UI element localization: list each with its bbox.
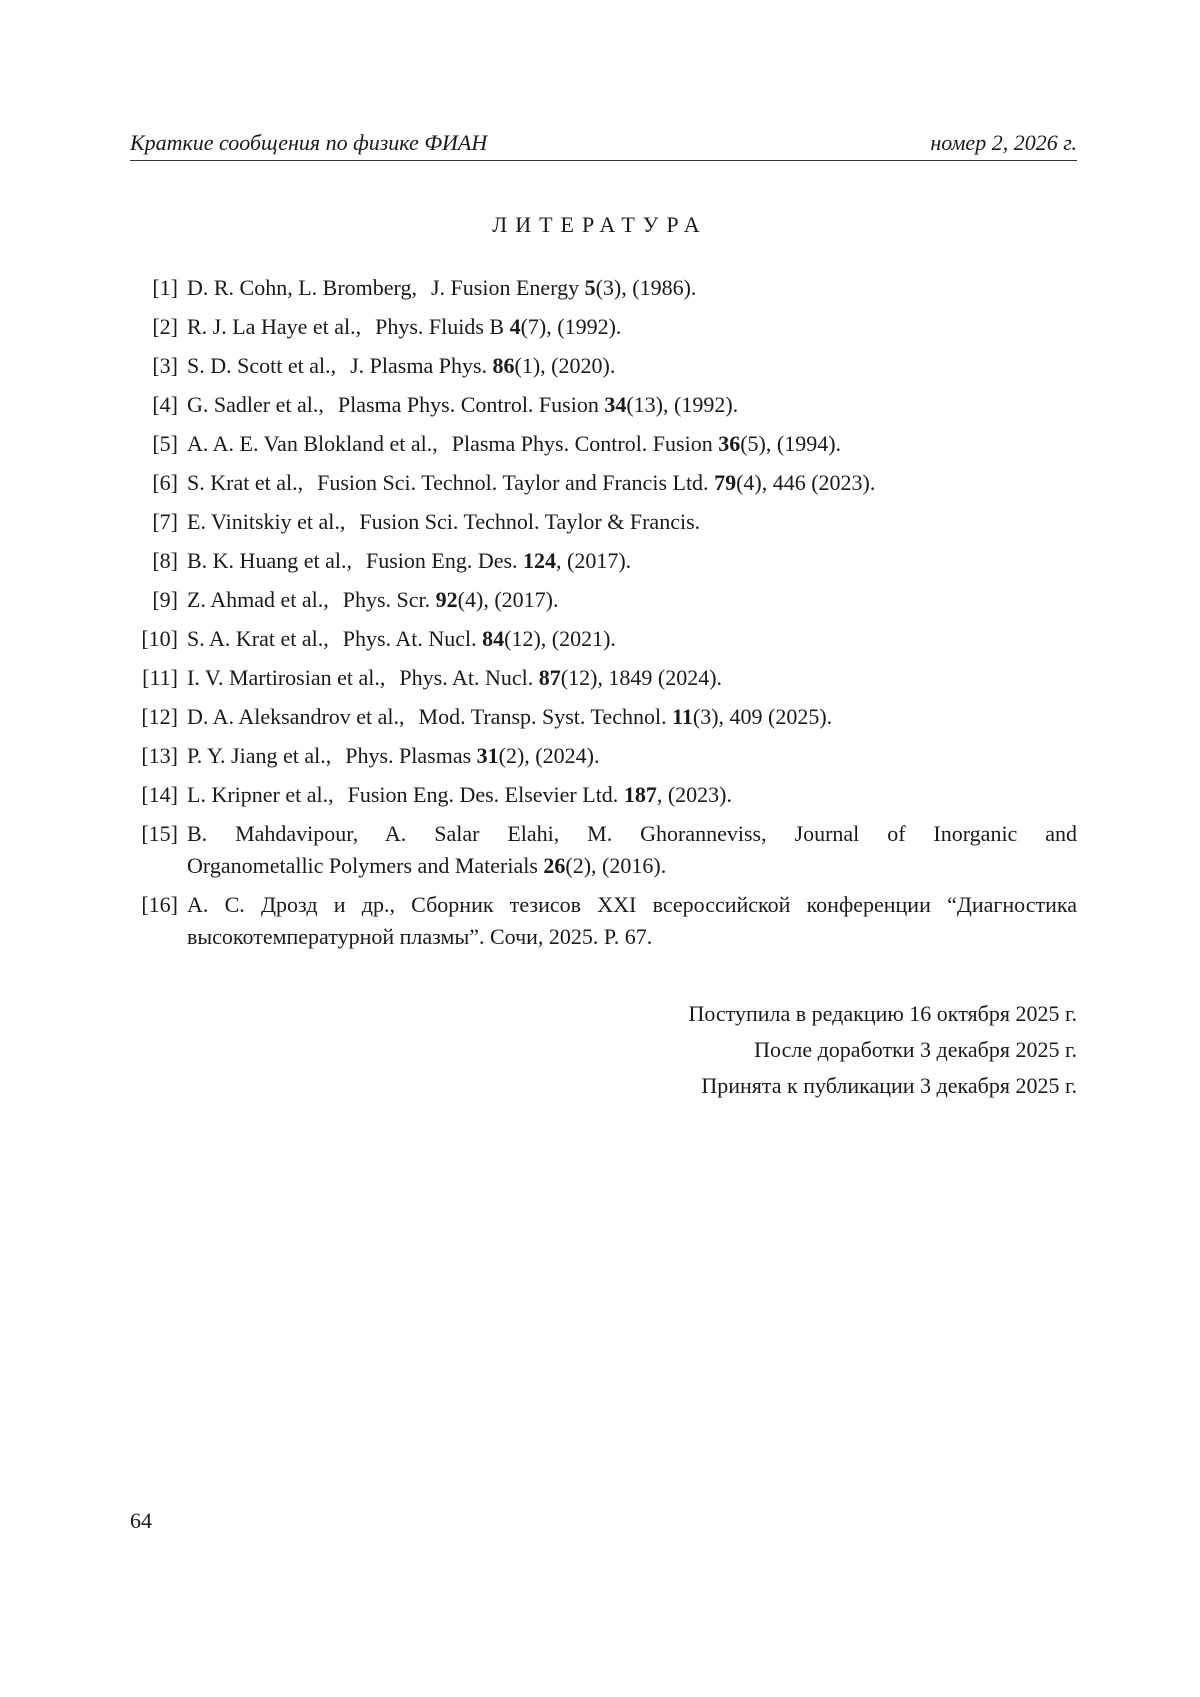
reference-volume: 4 bbox=[509, 314, 521, 339]
reference-rest: (4), (2017). bbox=[457, 587, 559, 612]
reference-source: J. Fusion Energy bbox=[430, 275, 580, 300]
reference-volume: 79 bbox=[714, 470, 737, 495]
reference-item-3 bbox=[130, 350, 1077, 382]
reference-item-15 bbox=[130, 818, 1077, 882]
reference-number: [13] bbox=[141, 743, 178, 768]
reference-item-14 bbox=[130, 779, 1077, 811]
reference-rest: (12), 1849 (2024). bbox=[560, 665, 723, 690]
reference-volume: 87 bbox=[538, 665, 561, 690]
reference-volume: 187 bbox=[623, 782, 657, 807]
reference-list bbox=[130, 272, 1077, 960]
reference-authors: I. V. Martirosian et al., bbox=[187, 665, 386, 690]
reference-item-13 bbox=[130, 740, 1077, 772]
reference-rest: (2), (2024). bbox=[498, 743, 600, 768]
references-heading: ЛИТЕРАТУРА bbox=[492, 212, 708, 237]
reference-rest: (3), 409 (2025). bbox=[692, 704, 833, 729]
reference-item-5 bbox=[130, 428, 1077, 460]
reference-number: [5] bbox=[152, 431, 178, 456]
reference-authors: R. J. La Haye et al., bbox=[187, 314, 362, 339]
received-date: Поступила в редакцию 16 октября 2025 г. bbox=[688, 1001, 1077, 1026]
reference-authors: D. R. Cohn, L. Bromberg, bbox=[187, 275, 417, 300]
reference-source: Phys. Plasmas bbox=[345, 743, 472, 768]
reference-item-9 bbox=[130, 584, 1077, 616]
reference-authors: S. Krat et al., bbox=[187, 470, 304, 495]
reference-volume: 34 bbox=[604, 392, 627, 417]
reference-authors: G. Sadler et al., bbox=[187, 392, 324, 417]
reference-number: [12] bbox=[141, 704, 178, 729]
reference-item-16 bbox=[130, 889, 1077, 953]
reference-rest: (5), (1994). bbox=[740, 431, 842, 456]
journal-title: Краткие сообщения по физике ФИАН bbox=[130, 130, 488, 155]
reference-text-line: высокотемпературной плазмы”. Сочи, 2025. P. 67. bbox=[187, 924, 653, 949]
reference-number: [16] bbox=[141, 892, 178, 917]
reference-item-11 bbox=[130, 662, 1077, 694]
reference-number: [11] bbox=[142, 665, 178, 690]
reference-number: [1] bbox=[152, 275, 178, 300]
reference-volume: 5 bbox=[584, 275, 596, 300]
reference-authors: L. Kripner et al., bbox=[187, 782, 334, 807]
reference-source: Phys. Fluids B bbox=[375, 314, 505, 339]
reference-volume: 92 bbox=[435, 587, 458, 612]
reference-item-1 bbox=[130, 272, 1077, 304]
reference-rest: (12), (2021). bbox=[504, 626, 616, 651]
reference-volume: 11 bbox=[672, 704, 693, 729]
reference-source: Fusion Eng. Des. Elsevier Ltd. bbox=[347, 782, 619, 807]
running-header bbox=[130, 126, 1077, 161]
reference-number: [14] bbox=[141, 782, 178, 807]
revised-date: После доработки 3 декабря 2025 г. bbox=[754, 1037, 1077, 1062]
reference-source: Fusion Sci. Technol. Taylor and Francis Ltd. bbox=[317, 470, 709, 495]
reference-authors: S. A. Krat et al., bbox=[187, 626, 329, 651]
reference-rest: (3), (1986). bbox=[595, 275, 697, 300]
reference-number: [4] bbox=[152, 392, 178, 417]
reference-text-line: B. Mahdavipour, A. Salar Elahi, M. Ghoranneviss, Journal of Inorganic and bbox=[187, 821, 1077, 846]
reference-rest: (7), (1992). bbox=[520, 314, 622, 339]
reference-volume: 26 bbox=[543, 853, 566, 878]
reference-source: Phys. At. Nucl. bbox=[342, 626, 477, 651]
reference-source: Fusion Eng. Des. bbox=[365, 548, 518, 573]
reference-authors: B. K. Huang et al., bbox=[187, 548, 352, 573]
reference-source: J. Plasma Phys. bbox=[350, 353, 488, 378]
reference-source: Phys. Scr. bbox=[342, 587, 431, 612]
reference-authors: A. A. E. Van Blokland et al., bbox=[187, 431, 438, 456]
reference-authors: E. Vinitskiy et al., bbox=[187, 509, 346, 534]
reference-rest: (2), (2016). bbox=[565, 853, 667, 878]
reference-source: Fusion Sci. Technol. Taylor & Francis. bbox=[359, 509, 701, 534]
reference-number: [2] bbox=[152, 314, 178, 339]
reference-item-7 bbox=[130, 506, 1077, 538]
reference-authors: D. A. Aleksandrov et al., bbox=[187, 704, 405, 729]
reference-rest: (4), 446 (2023). bbox=[736, 470, 876, 495]
reference-source: Organometallic Polymers and Materials bbox=[187, 853, 538, 878]
reference-number: [3] bbox=[152, 353, 178, 378]
reference-volume: 86 bbox=[492, 353, 515, 378]
reference-source: Phys. At. Nucl. bbox=[399, 665, 534, 690]
reference-authors: P. Y. Jiang et al., bbox=[187, 743, 332, 768]
reference-number: [15] bbox=[141, 821, 178, 846]
reference-authors: S. D. Scott et al., bbox=[187, 353, 337, 378]
reference-source: Plasma Phys. Control. Fusion bbox=[337, 392, 599, 417]
reference-rest: (13), (1992). bbox=[626, 392, 739, 417]
reference-item-8 bbox=[130, 545, 1077, 577]
reference-rest: , (2023). bbox=[656, 782, 732, 807]
reference-number: [6] bbox=[152, 470, 178, 495]
accepted-date: Принята к публикации 3 декабря 2025 г. bbox=[701, 1073, 1077, 1098]
reference-source: Plasma Phys. Control. Fusion bbox=[451, 431, 713, 456]
reference-text-line: А. С. Дрозд и др., Сборник тезисов XXI всероссийской конференции “Диагностика bbox=[187, 892, 1077, 917]
reference-volume: 31 bbox=[476, 743, 499, 768]
submission-dates bbox=[688, 996, 1077, 1104]
reference-item-6 bbox=[130, 467, 1077, 499]
reference-number: [10] bbox=[141, 626, 178, 651]
reference-number: [9] bbox=[152, 587, 178, 612]
reference-authors: Z. Ahmad et al., bbox=[187, 587, 329, 612]
issue-info: номер 2, 2026 г. bbox=[930, 130, 1077, 155]
reference-volume: 36 bbox=[718, 431, 741, 456]
page-number: 64 bbox=[130, 1508, 152, 1533]
reference-item-10 bbox=[130, 623, 1077, 655]
reference-source: Mod. Transp. Syst. Technol. bbox=[418, 704, 667, 729]
reference-item-2 bbox=[130, 311, 1077, 343]
reference-number: [8] bbox=[152, 548, 178, 573]
reference-rest: (1), (2020). bbox=[514, 353, 616, 378]
reference-rest: , (2017). bbox=[556, 548, 632, 573]
reference-volume: 84 bbox=[482, 626, 505, 651]
reference-number: [7] bbox=[152, 509, 178, 534]
reference-volume: 124 bbox=[523, 548, 557, 573]
reference-item-12 bbox=[130, 701, 1077, 733]
reference-item-4 bbox=[130, 389, 1077, 421]
